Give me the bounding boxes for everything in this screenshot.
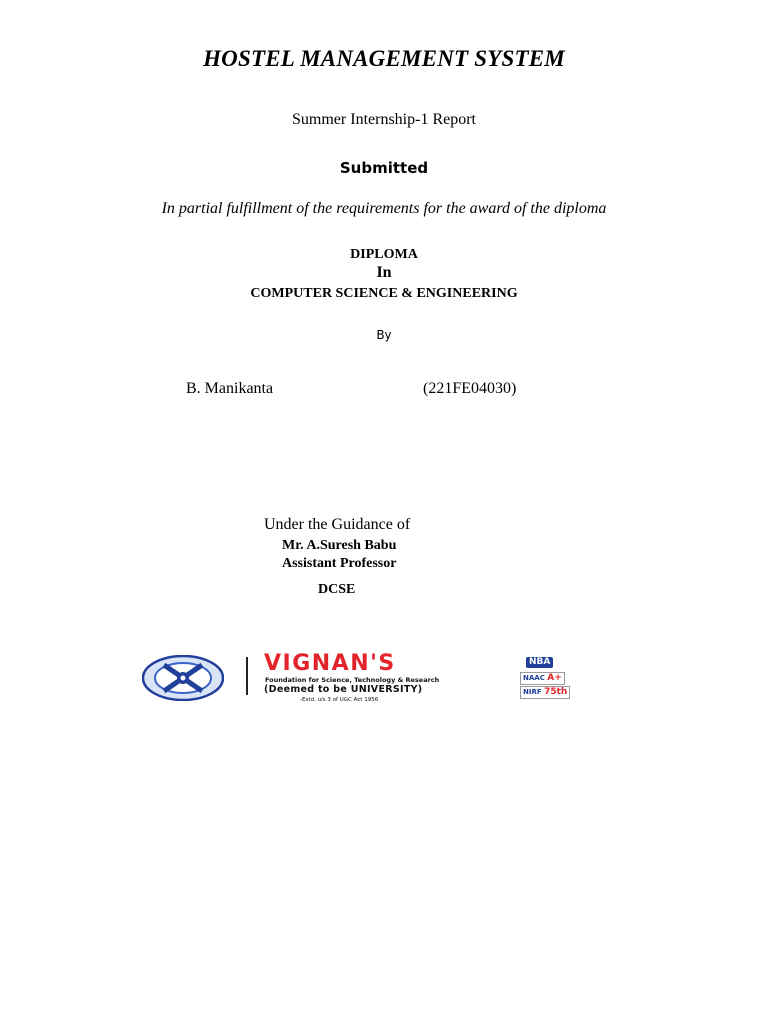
guide-title: Assistant Professor [282, 556, 397, 571]
degree-in-label: In [376, 264, 392, 281]
vignan-emblem-icon [142, 655, 224, 701]
guide-name: Mr. A.Suresh Babu [282, 538, 397, 553]
student-id: (221FE04030) [423, 380, 517, 397]
by-label: By [376, 328, 392, 342]
university-name: VIGNAN'S [264, 651, 396, 676]
logo-divider [246, 657, 248, 695]
university-established: -Estd. u/s 3 of UGC Act 1956 [300, 697, 379, 703]
document-title: HOSTEL MANAGEMENT SYSTEM [203, 46, 565, 71]
nba-badge: NBA [526, 657, 553, 668]
naac-badge [520, 672, 565, 685]
degree-name: DIPLOMA [350, 247, 418, 262]
student-name: B. Manikanta [186, 380, 274, 397]
fulfillment-statement: In partial fulfillment of the requirements for the award of the diploma [161, 200, 607, 217]
university-deemed-status: (Deemed to be UNIVERSITY) [264, 684, 423, 695]
nirf-rank: 75th [544, 687, 568, 697]
submitted-label: Submitted [339, 159, 429, 177]
report-subtitle: Summer Internship-1 Report [292, 111, 476, 128]
university-logo [142, 651, 582, 707]
guidance-label: Under the Guidance of [264, 516, 411, 533]
university-foundation: Foundation for Science, Technology & Research [265, 676, 440, 684]
nirf-label: NIRF [523, 688, 542, 696]
accreditation-badges [520, 657, 580, 699]
naac-grade: A+ [547, 673, 562, 683]
nirf-badge [520, 686, 570, 699]
naac-label: NAAC [523, 674, 545, 682]
branch-name: COMPUTER SCIENCE & ENGINEERING [250, 286, 518, 301]
department-name: DCSE [318, 582, 356, 597]
